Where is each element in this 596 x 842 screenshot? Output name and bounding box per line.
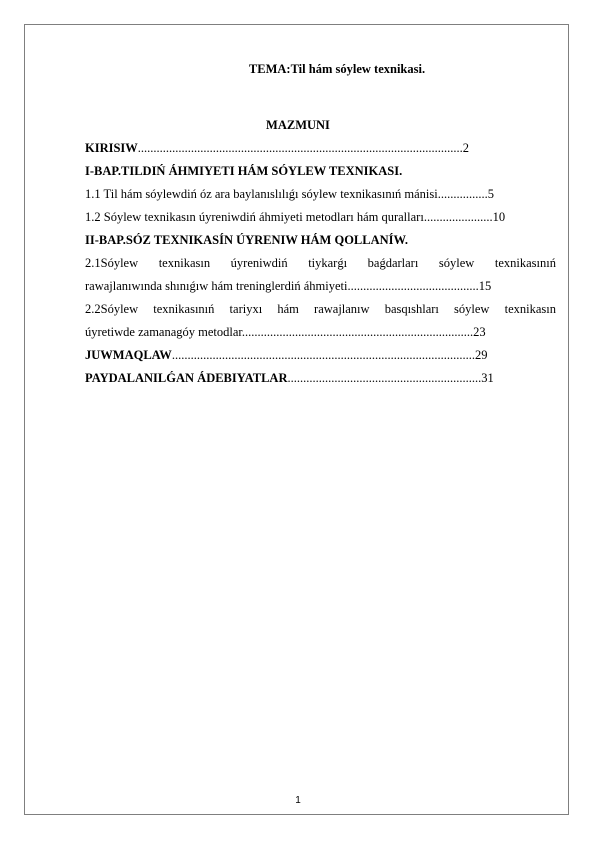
toc-entry-2-2-line1: 2.2Sóylew texnikasınıń tariyxı hám rawajlanıw basqıshları sóylew texnikasın	[85, 302, 556, 316]
toc-entry-label: rawajlanıwında shınıǵıw hám treninglerdiń áhmiyeti	[85, 279, 348, 293]
toc-page-number: 15	[478, 279, 492, 293]
toc-entry-1-1	[85, 183, 556, 206]
toc-entry-2-1-line1: 2.1Sóylew texnikasın úyreniwdiń tiykarǵı baǵdarları sóylew texnikasınıń	[85, 256, 556, 270]
toc-entry-label: úyretiwde zamanagóy metodlar	[85, 325, 242, 339]
toc-leader-dots: .................................................................................................	[171, 348, 475, 362]
toc-leader-dots: ..........................................................................	[241, 325, 474, 339]
table-of-contents	[85, 137, 556, 390]
toc-page-number: 5	[487, 187, 494, 201]
document-title: TEMA:Til hám sóylew texnikasi.	[248, 62, 426, 76]
toc-entry-kirisiw	[85, 137, 556, 160]
toc-entry-2-1-line2	[85, 275, 556, 298]
toc-chapter-2: II-BAP.SÓZ TEXNIKASÍN ÚYRENIW HÁM QOLLANÍW.	[85, 233, 408, 247]
toc-leader-dots: ........................................................................................................	[137, 141, 463, 155]
toc-page-number: 29	[474, 348, 488, 362]
toc-leader-dots: ................	[437, 187, 488, 201]
toc-leader-dots: ..........................................	[347, 279, 479, 293]
page-number: 1	[295, 795, 301, 806]
toc-page-number: 23	[473, 325, 486, 339]
toc-page-number: 31	[481, 371, 494, 385]
toc-entry-2-2-line2	[85, 321, 556, 344]
toc-entry-paydalanilgan	[85, 367, 556, 390]
contents-heading: MAZMUNI	[266, 118, 330, 132]
toc-entry-label: PAYDALANILǴAN ÁDEBIYATLAR	[85, 371, 288, 385]
toc-leader-dots: ..............................................................	[287, 371, 482, 385]
toc-entry-label: 1.2 Sóylew texnikasın úyreniwdiń áhmiyeti metodları hám quralları	[85, 210, 424, 224]
toc-entry-label: KIRISIW	[85, 141, 138, 155]
toc-chapter-1: I-BAP.TILDIŃ ÁHMIYETI HÁM SÓYLEW TEXNIKASI.	[85, 164, 403, 178]
toc-leader-dots: ......................	[423, 210, 493, 224]
toc-page-number: 2	[462, 141, 470, 155]
toc-entry-juwmaqlaw	[85, 344, 556, 367]
toc-page-number: 10	[492, 210, 506, 224]
toc-entry-label: JUWMAQLAW	[85, 348, 172, 362]
toc-entry-1-2	[85, 206, 556, 229]
toc-entry-label: 1.1 Til hám sóylewdiń óz ara baylanıslılıǵı sóylew texnikasınıń mánisi	[85, 187, 438, 201]
